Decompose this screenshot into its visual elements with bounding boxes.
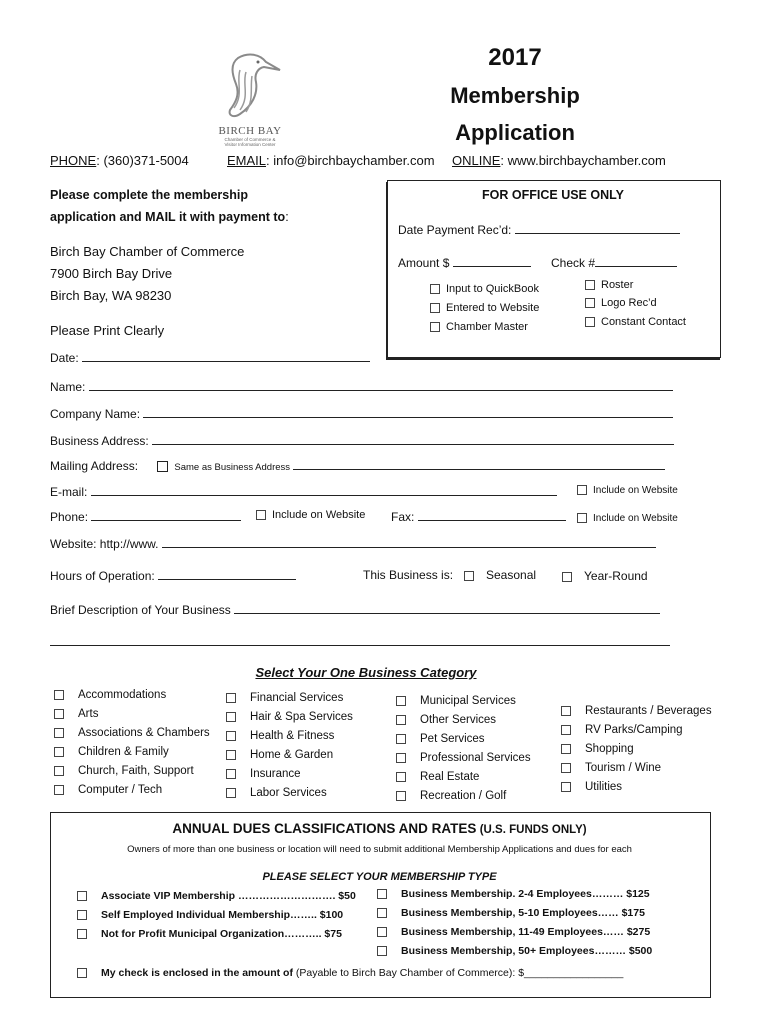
logo-subtitle-1: Chamber of Commerce &: [224, 137, 276, 142]
category-item-label: RV Parks/Camping: [585, 724, 683, 736]
instructions-line1: Please complete the membership: [50, 188, 248, 202]
category-item[interactable]: [396, 714, 531, 733]
office-right-2[interactable]: [585, 297, 657, 309]
category-item[interactable]: [226, 711, 353, 730]
category-item-label: Financial Services: [250, 692, 344, 704]
checkbox[interactable]: [226, 750, 236, 760]
dues-option-label: Self Employed Individual Membership…….. $100: [101, 909, 344, 921]
office-date-paid[interactable]: [398, 222, 680, 237]
dues-option-label: Business Membership. 2-4 Employees……… $125: [401, 888, 650, 900]
hours-label: Hours of Operation:: [50, 569, 155, 583]
checkbox[interactable]: [561, 744, 571, 754]
category-item-label: Home & Garden: [250, 749, 334, 761]
include-website-label: Include on Website: [272, 509, 366, 521]
instructions-line2-wrap: [50, 210, 289, 224]
office-amount[interactable]: [398, 255, 531, 270]
office-right-label: Roster: [601, 279, 634, 291]
office-heading: FOR OFFICE USE ONLY: [482, 188, 624, 202]
checkbox[interactable]: [377, 889, 387, 899]
office-left-label: Input to QuickBook: [446, 283, 539, 295]
category-item[interactable]: [561, 724, 712, 743]
office-right-1[interactable]: [585, 279, 633, 291]
seasonal-option[interactable]: [464, 568, 536, 582]
brief-field-2[interactable]: [50, 634, 670, 649]
category-col-4: [561, 705, 712, 800]
checkbox[interactable]: [585, 280, 595, 290]
same-as-checkbox[interactable]: [157, 461, 168, 472]
include-website-label: Include on Website: [593, 513, 678, 524]
amount-field[interactable]: [453, 255, 531, 267]
dues-heading-suffix: (U.S. FUNDS ONLY): [479, 824, 587, 836]
dues-option-label: Associate VIP Membership ………………………. $50: [101, 890, 356, 902]
dues-option-label: Business Membership, 11-49 Employees…… $275: [401, 926, 651, 938]
category-item-label: Recreation / Golf: [420, 790, 507, 802]
checkbox[interactable]: [585, 317, 595, 327]
website-label: Website: http://www.: [50, 537, 159, 551]
checkbox[interactable]: [226, 769, 236, 779]
fax-include-website[interactable]: [577, 513, 678, 524]
phone-field-label: Phone:: [50, 510, 89, 524]
phone-field[interactable]: [91, 509, 241, 521]
category-item[interactable]: [226, 768, 353, 787]
date-field[interactable]: [82, 350, 370, 362]
office-left-label: Entered to Website: [446, 302, 540, 314]
category-col-2: [226, 692, 353, 806]
checkbox[interactable]: [396, 734, 406, 744]
date-row[interactable]: [50, 350, 370, 365]
checkbox[interactable]: [54, 690, 64, 700]
category-item-label: Professional Services: [420, 752, 531, 764]
this-business-label: This Business is:: [363, 568, 454, 582]
mailing-address-label: Mailing Address:: [50, 459, 139, 473]
checkbox[interactable]: [396, 791, 406, 801]
checkbox[interactable]: [77, 929, 87, 939]
dues-option-label: Business Membership, 50+ Employees……… $500: [401, 945, 653, 957]
category-item-label: Shopping: [585, 743, 634, 755]
category-item-label: Other Services: [420, 714, 497, 726]
office-right-label: Constant Contact: [601, 316, 686, 328]
check-field[interactable]: [595, 255, 677, 267]
checkbox[interactable]: [377, 908, 387, 918]
website-row[interactable]: [50, 536, 656, 551]
dues-note: Owners of more than one business or location will need to submit additional Membership Applications and dues for each: [127, 844, 632, 855]
category-item[interactable]: [226, 787, 353, 806]
phone-row[interactable]: [50, 509, 241, 524]
instructions-line2: application and MAIL it with payment to: [50, 210, 286, 224]
office-right-3[interactable]: [585, 316, 686, 328]
category-item[interactable]: [226, 730, 353, 749]
checkbox[interactable]: [396, 696, 406, 706]
checkbox[interactable]: [54, 766, 64, 776]
check-enclosed-label: My check is enclosed in the amount of: [101, 967, 293, 979]
checkbox[interactable]: [54, 785, 64, 795]
brief-label: Brief Description of Your Business: [50, 603, 231, 617]
mailing-address-row[interactable]: [50, 458, 665, 473]
category-item-label: Labor Services: [250, 787, 327, 799]
dues-option[interactable]: [377, 907, 652, 926]
category-col-1: [54, 689, 210, 803]
category-item[interactable]: [561, 781, 712, 800]
category-item[interactable]: [54, 746, 210, 765]
checkbox[interactable]: [577, 485, 587, 495]
year-round-option[interactable]: [562, 569, 648, 583]
dues-option-label: Business Membership, 5-10 Employees…… $175: [401, 907, 645, 919]
hours-field[interactable]: [158, 568, 296, 580]
category-item[interactable]: [561, 743, 712, 762]
category-col-3: [396, 695, 531, 809]
checkbox[interactable]: [430, 322, 440, 332]
checkbox[interactable]: [54, 747, 64, 757]
phone-label: PHONE: [50, 153, 97, 168]
contact-online[interactable]: [452, 153, 666, 168]
category-item[interactable]: [561, 705, 712, 724]
office-left-label: Chamber Master: [446, 321, 528, 333]
name-field[interactable]: [89, 379, 673, 391]
checkbox[interactable]: [562, 572, 572, 582]
checkbox[interactable]: [430, 303, 440, 313]
email-row[interactable]: [50, 484, 557, 499]
category-heading: Select Your One Business Category: [255, 665, 477, 680]
heron-icon: [200, 50, 300, 122]
checkbox[interactable]: [377, 946, 387, 956]
checkbox[interactable]: [226, 731, 236, 741]
mailing-address-field[interactable]: [293, 458, 665, 470]
category-item[interactable]: [396, 790, 531, 809]
category-item-label: Health & Fitness: [250, 730, 335, 742]
category-item-label: Tourism / Wine: [585, 762, 662, 774]
title-year: 2017: [488, 44, 542, 71]
checkbox[interactable]: [256, 510, 266, 520]
dues-option[interactable]: [77, 909, 356, 928]
category-item-label: Computer / Tech: [78, 784, 163, 796]
checkbox[interactable]: [561, 725, 571, 735]
dues-left-options: [77, 890, 356, 947]
category-item-label: Associations & Chambers: [78, 727, 210, 739]
category-item-label: Restaurants / Beverages: [585, 705, 712, 717]
checkbox[interactable]: [464, 571, 474, 581]
category-item-label: Children & Family: [78, 746, 169, 758]
company-label: Company Name:: [50, 407, 141, 421]
office-left-1[interactable]: [430, 283, 539, 295]
dues-right-options: [377, 888, 652, 964]
hours-row[interactable]: [50, 568, 296, 583]
checkbox[interactable]: [577, 513, 587, 523]
date-paid-field[interactable]: [515, 222, 680, 234]
email-label: EMAIL: [227, 153, 267, 168]
check-enclosed[interactable]: [77, 967, 623, 979]
checkbox[interactable]: [226, 693, 236, 703]
dues-option[interactable]: [377, 945, 652, 964]
checkbox[interactable]: [396, 753, 406, 763]
logo-brand: BIRCH BAY: [218, 125, 282, 137]
office-check[interactable]: [551, 255, 677, 270]
category-item[interactable]: [396, 752, 531, 771]
company-field[interactable]: [143, 406, 673, 418]
checkbox[interactable]: [561, 706, 571, 716]
dues-option[interactable]: [77, 928, 356, 947]
logo-subtitle-2: Visitor Information Center: [224, 142, 276, 147]
category-item[interactable]: [54, 708, 210, 727]
category-item-label: Insurance: [250, 768, 301, 780]
check-enclosed-rest[interactable]: (Payable to Birch Bay Chamber of Commerce): $_________________: [295, 967, 624, 979]
instructions-line2-suffix: :: [285, 210, 289, 224]
checkbox[interactable]: [396, 772, 406, 782]
brief-field[interactable]: [234, 602, 660, 614]
email-field[interactable]: [91, 484, 557, 496]
business-address-label: Business Address:: [50, 434, 149, 448]
checkbox[interactable]: [54, 728, 64, 738]
category-item[interactable]: [396, 695, 531, 714]
category-item-label: Hair & Spa Services: [250, 711, 353, 723]
fax-row[interactable]: [391, 509, 566, 524]
logo: [200, 50, 300, 146]
name-row[interactable]: [50, 379, 673, 394]
include-website-label: Include on Website: [593, 485, 678, 496]
date-paid-label: Date Payment Rec’d:: [398, 223, 512, 237]
online-label: ONLINE: [452, 153, 501, 168]
category-item[interactable]: [226, 692, 353, 711]
date-label: Date:: [50, 351, 79, 365]
checkbox[interactable]: [77, 891, 87, 901]
category-item[interactable]: [561, 762, 712, 781]
category-item-label: Arts: [78, 708, 99, 720]
business-address-row[interactable]: [50, 433, 674, 448]
office-left-3[interactable]: [430, 321, 528, 333]
category-item[interactable]: [54, 765, 210, 784]
dues-option-label: Not for Profit Municipal Organization……….. $75: [101, 928, 342, 940]
checkbox[interactable]: [54, 709, 64, 719]
category-item-label: Pet Services: [420, 733, 485, 745]
checkbox[interactable]: [77, 910, 87, 920]
email-include-website[interactable]: [577, 485, 678, 496]
fax-label: Fax:: [391, 510, 415, 524]
brief-row[interactable]: [50, 602, 660, 617]
seasonal-label: Seasonal: [486, 568, 537, 582]
category-item-label: Real Estate: [420, 771, 480, 783]
fax-field[interactable]: [418, 509, 566, 521]
category-item-label: Municipal Services: [420, 695, 516, 707]
category-item[interactable]: [54, 784, 210, 803]
check-label: Check #: [551, 256, 596, 270]
checkbox[interactable]: [77, 968, 87, 978]
phone-value: : (360)371-5004: [96, 153, 189, 168]
checkbox[interactable]: [585, 298, 595, 308]
dues-heading: ANNUAL DUES CLASSIFICATIONS AND RATES: [172, 821, 477, 836]
dues-heading-row: [50, 821, 709, 836]
title-line1: Membership: [450, 83, 580, 108]
dues-option[interactable]: [377, 888, 652, 907]
category-item[interactable]: [396, 771, 531, 790]
category-item[interactable]: [54, 689, 210, 708]
address-line2: 7900 Birch Bay Drive: [50, 266, 173, 281]
amount-label: Amount $: [398, 256, 450, 270]
contact-phone: [50, 153, 189, 168]
address-line1: Birch Bay Chamber of Commerce: [50, 244, 245, 259]
company-row[interactable]: [50, 406, 673, 421]
category-item-label: Church, Faith, Support: [78, 765, 194, 777]
office-right-label: Logo Rec’d: [601, 297, 657, 309]
checkbox[interactable]: [377, 927, 387, 937]
dues-option[interactable]: [377, 926, 652, 945]
brief-line-2[interactable]: [50, 634, 670, 646]
category-item[interactable]: [226, 749, 353, 768]
same-as-label: Same as Business Address: [174, 462, 291, 473]
checkbox[interactable]: [561, 782, 571, 792]
email-value[interactable]: : info@birchbaychamber.com: [266, 153, 435, 168]
category-item[interactable]: [396, 733, 531, 752]
title-line2: Application: [455, 120, 575, 145]
checkbox[interactable]: [561, 763, 571, 773]
address-line3: Birch Bay, WA 98230: [50, 288, 172, 303]
checkbox[interactable]: [226, 712, 236, 722]
print-clearly: Please Print Clearly: [50, 323, 165, 338]
phone-include-website[interactable]: [256, 509, 365, 521]
category-item-label: Utilities: [585, 781, 623, 793]
website-field[interactable]: [162, 536, 656, 548]
contact-email[interactable]: [227, 153, 435, 168]
year-round-label: Year-Round: [584, 569, 648, 583]
checkbox[interactable]: [430, 284, 440, 294]
email-field-label: E-mail:: [50, 485, 88, 499]
dues-select: PLEASE SELECT YOUR MEMBERSHIP TYPE: [262, 871, 497, 883]
business-address-field[interactable]: [152, 433, 674, 445]
checkbox[interactable]: [396, 715, 406, 725]
online-value[interactable]: : www.birchbaychamber.com: [500, 153, 666, 168]
category-item-label: Accommodations: [78, 689, 167, 701]
office-left-2[interactable]: [430, 302, 539, 314]
category-item[interactable]: [54, 727, 210, 746]
name-label: Name:: [50, 380, 86, 394]
dues-option[interactable]: [77, 890, 356, 909]
checkbox[interactable]: [226, 788, 236, 798]
